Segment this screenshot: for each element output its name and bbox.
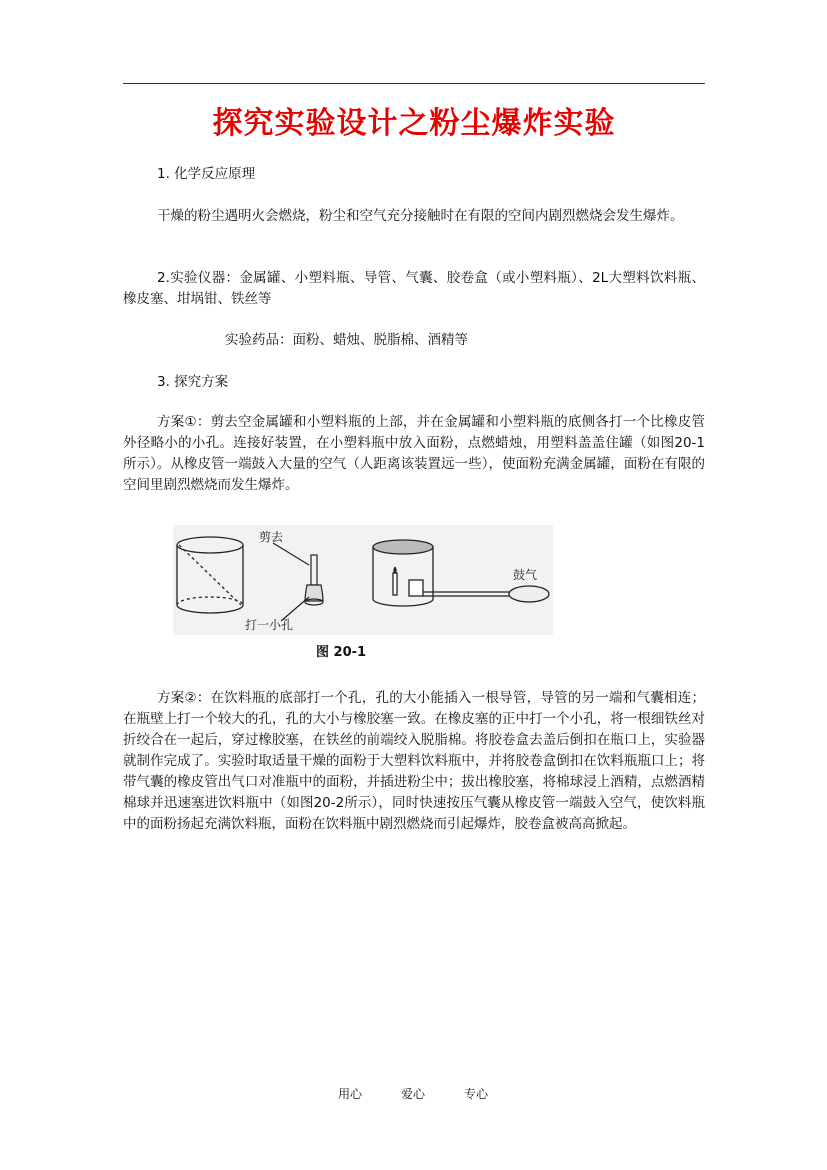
- footer-text-1: 用心: [338, 1087, 363, 1101]
- paragraph-principle: 干燥的粉尘遇明火会燃烧，粉尘和空气充分接触时在有限的空间内剧烈燃烧会发生爆炸。: [157, 208, 684, 224]
- label-hole: 打一小孔: [245, 618, 294, 632]
- label-blow: 鼓气: [513, 568, 538, 582]
- apparatus-diagram: [173, 525, 553, 665]
- page-title: 探究实验设计之粉尘爆炸实验: [212, 106, 616, 141]
- section-heading-plan: 3. 探究方案: [157, 374, 229, 390]
- paragraph-plan-1: 方案①：剪去空金属罐和小塑料瓶的上部，并在金属罐和小塑料瓶的底侧各打一个比橡皮管外径略小的小孔。连接好装置，在小塑料瓶中放入面粉，点燃蜡烛，用塑料盖盖住罐（如图20-1所示）。从橡皮管一端鼓入大量的空气（人距离该装置远一些），使面粉充满金属罐，面粉在有限的空间里剧烈燃烧而发生爆炸。: [123, 414, 705, 493]
- figure-20-1: [173, 525, 553, 665]
- footer-text-3: 专心: [464, 1087, 489, 1101]
- paragraph-plan-2: 方案②：在饮料瓶的底部打一个孔，孔的大小能插入一根导管，导管的另一端和气囊相连；在瓶壁上打一个较大的孔，孔的大小与橡胶塞一致。在橡皮塞的正中打一个小孔，将一根细铁丝对折绞合在一起后，穿过橡胶塞，在铁丝的前端绞入脱脂棉。将胶卷盒去盖后倒扣在瓶口上，实验器就制作完成了。实验时取适量干燥的面粉于大塑料饮料瓶中，并将胶卷盒倒扣在饮料瓶瓶口上；将带气囊的橡皮管出气口对准瓶中的面粉，并插进粉尘中；拔出橡胶塞，将棉球浸上酒精，点燃酒精棉球并迅速塞进饮料瓶中（如图20-2所示），同时快速按压气囊从橡皮管一端鼓入空气，使饮料瓶中的面粉扬起充满饮料瓶，面粉在饮料瓶中剧烈燃烧而引起爆炸，胶卷盒被高高掀起。: [123, 690, 705, 832]
- footer-text-2: 爱心: [401, 1087, 426, 1101]
- section-heading-principle: 1. 化学反应原理: [157, 166, 256, 182]
- paragraph-instruments: 2.实验仪器：金属罐、小塑料瓶、导管、气囊、胶卷盒（或小塑料瓶）、2L大塑料饮料瓶、橡皮塞、坩埚钳、铁丝等: [123, 270, 705, 307]
- label-cut: 剪去: [259, 530, 284, 544]
- paragraph-reagents: 实验药品：面粉、蜡烛、脱脂棉、酒精等: [225, 332, 468, 348]
- header-rule: [123, 83, 705, 84]
- figure-caption: 图 20-1: [316, 645, 367, 660]
- figure-background: [173, 525, 553, 635]
